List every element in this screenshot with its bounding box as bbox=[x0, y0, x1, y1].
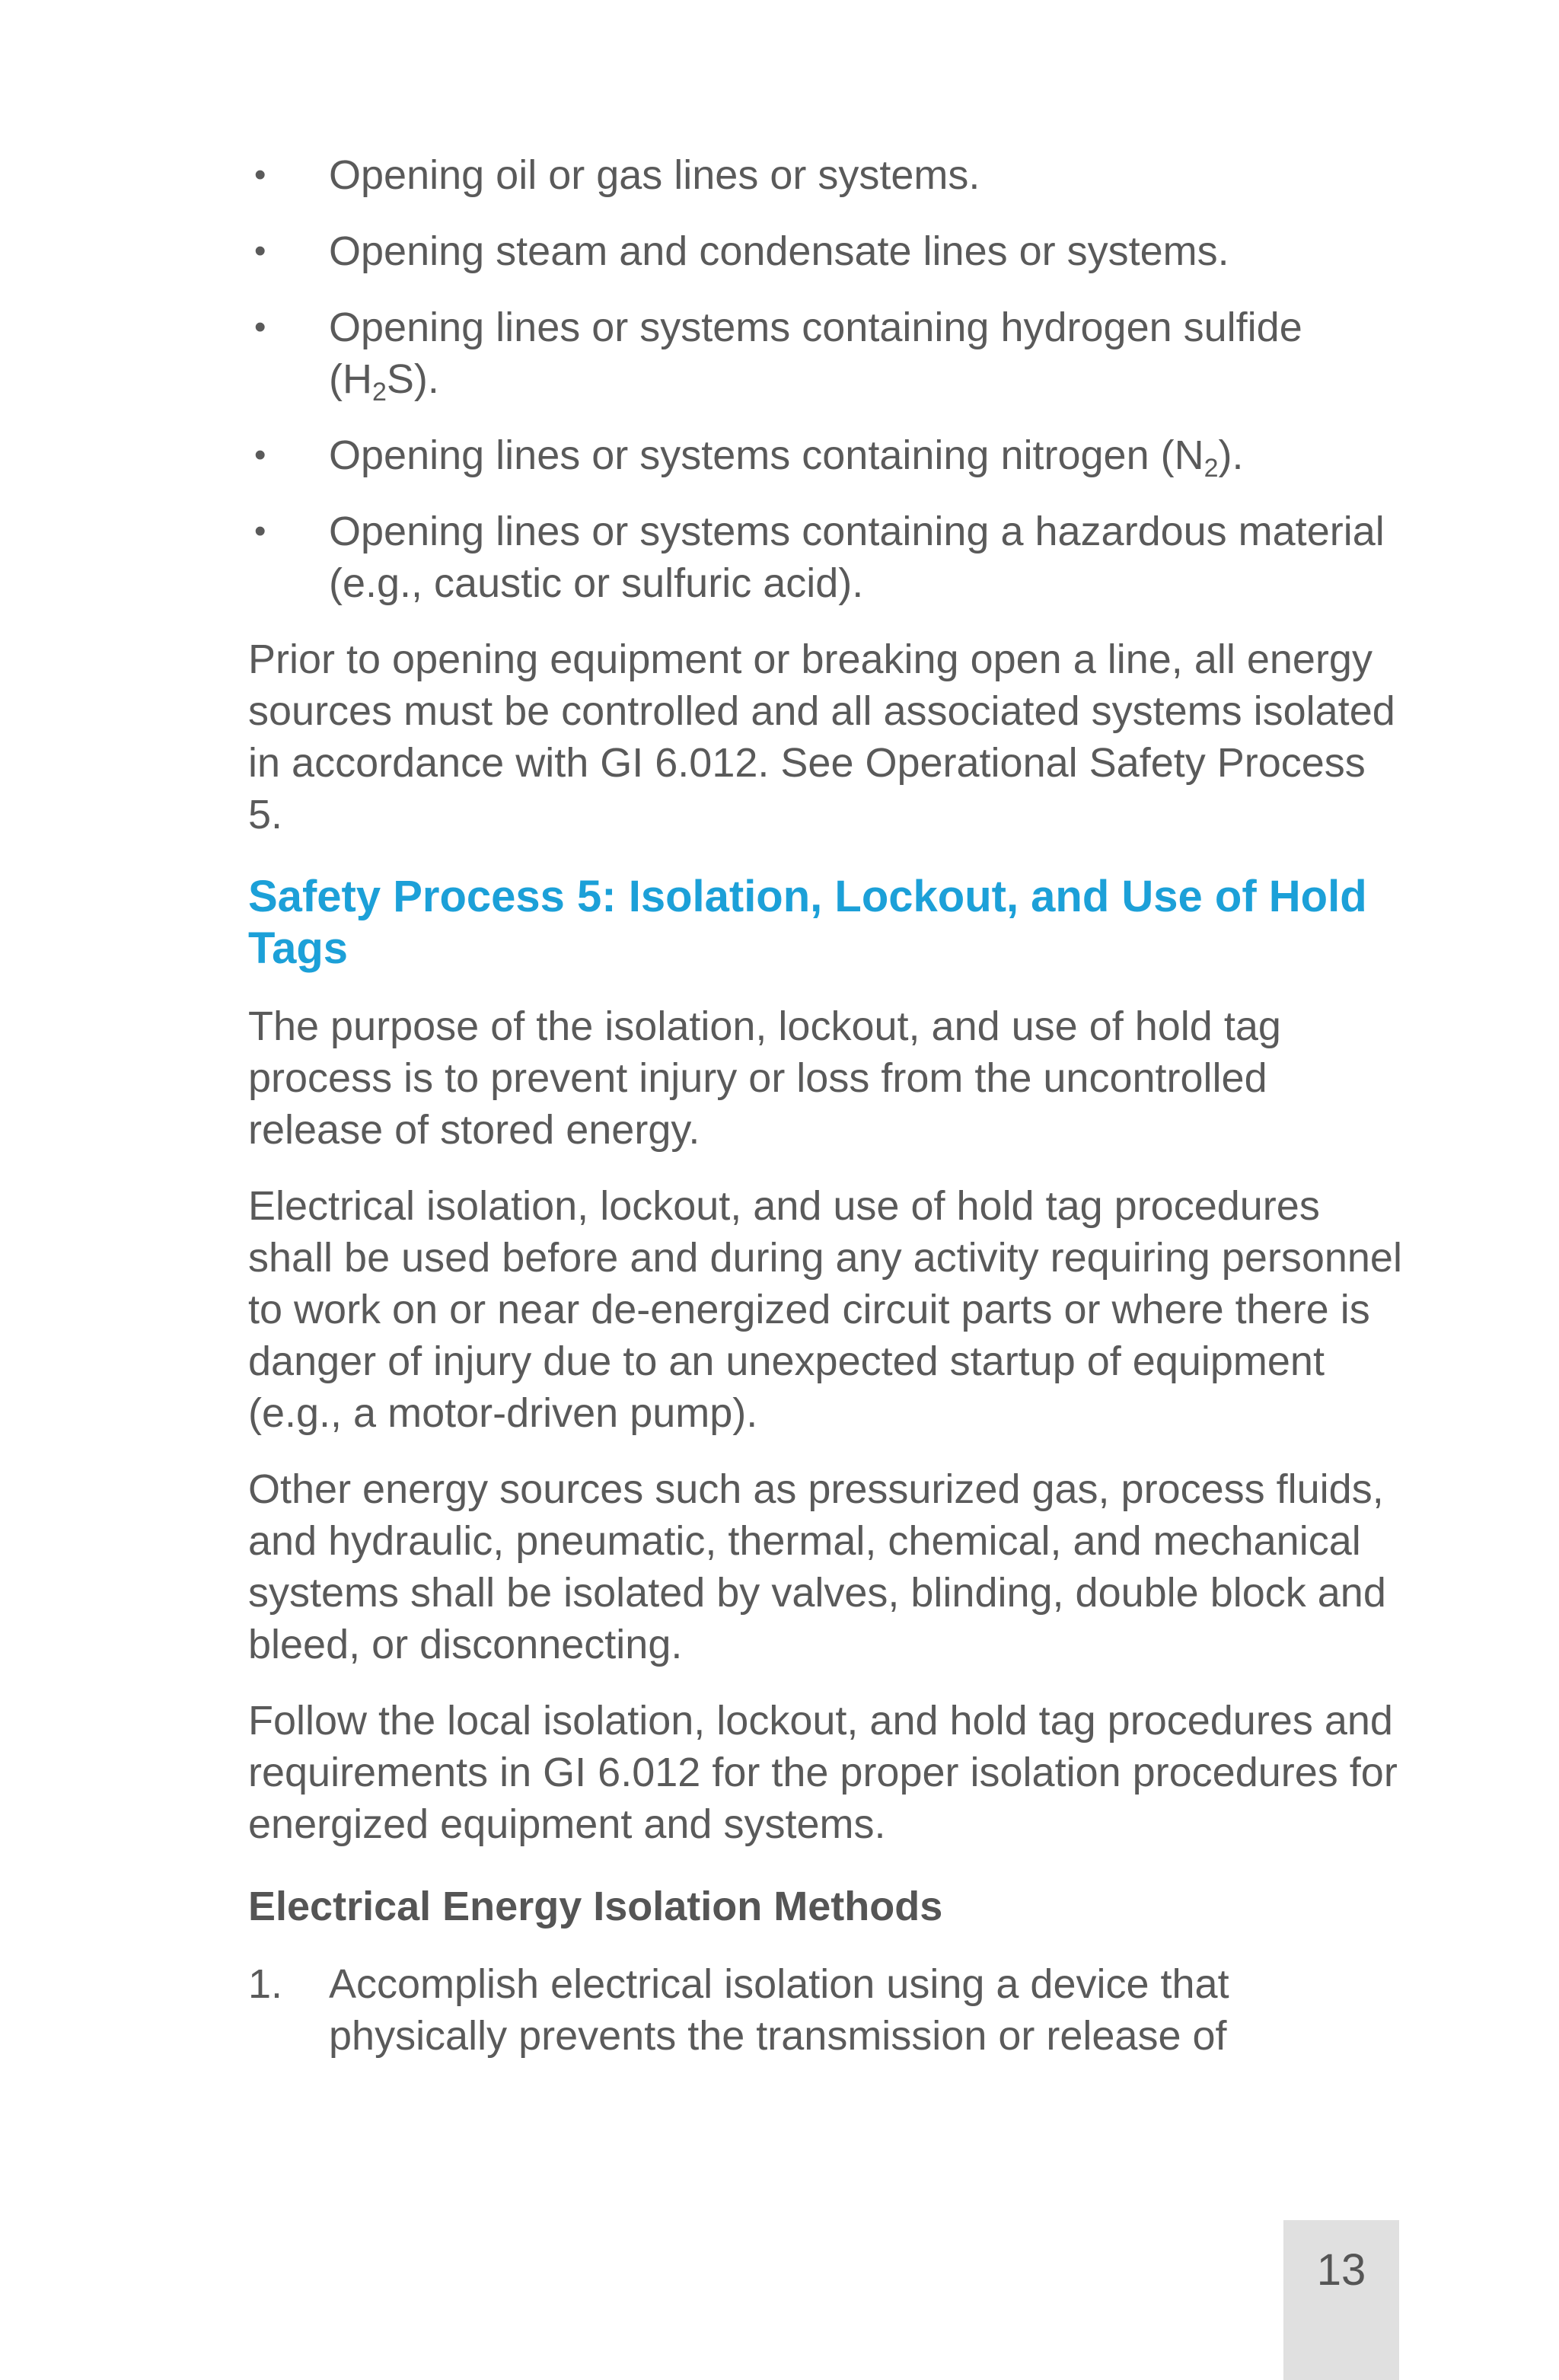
body-paragraph: Other energy sources such as pressurized gas, process fluids, and hydraulic, pneumatic, thermal, chemical, and mechanical systems shall be isolated by valves, blinding, double block and bleed, or disconnecting. bbox=[248, 1466, 1386, 1667]
page-number: 13 bbox=[1316, 2245, 1366, 2295]
section-title: Safety Process 5: Isolation, Lockout, and Use of Hold Tags bbox=[248, 872, 1367, 973]
subscript: 2 bbox=[371, 378, 387, 407]
list-item-text: Opening lines or systems containing nitrogen (N bbox=[329, 432, 1204, 478]
subheading: Electrical Energy Isolation Methods bbox=[248, 1884, 943, 1929]
item-number: 1. bbox=[248, 1961, 283, 2007]
list-item-text: Opening lines or systems containing hydrogen sulfide (H bbox=[329, 305, 1302, 402]
list-item bbox=[248, 301, 1405, 405]
bullet-icon: • bbox=[254, 156, 266, 193]
list-item-text-end: ). bbox=[1218, 432, 1244, 478]
bullet-icon: • bbox=[254, 308, 266, 346]
bullet-list bbox=[248, 149, 1405, 609]
intro-paragraph: Prior to opening equipment or breaking open a line, all energy sources must be controlled and all associated systems isolated in accordance with GI 6.012. See Operational Safety Process 5. bbox=[248, 636, 1395, 837]
numbered-item-text: Accomplish electrical isolation using a device that physically prevents the transmission or release of bbox=[329, 1961, 1229, 2059]
list-item bbox=[248, 506, 1405, 609]
numbered-item bbox=[248, 1958, 1405, 2062]
list-item bbox=[248, 149, 1405, 201]
body-paragraph: The purpose of the isolation, lockout, and use of hold tag process is to prevent injury or loss from the uncontrolled release of stored energy. bbox=[248, 1003, 1281, 1153]
list-item-text: Opening steam and condensate lines or systems. bbox=[329, 228, 1229, 274]
body-paragraph: Electrical isolation, lockout, and use of hold tag procedures shall be used before and during any activity requiring personnel to work on or near de-energized circuit parts or where there is danger of injury due to an unexpected startup of equipment (e.g., a motor-driven pump). bbox=[248, 1183, 1402, 1436]
bullet-icon: • bbox=[254, 232, 266, 270]
page-number-tab bbox=[1283, 2220, 1399, 2380]
list-item bbox=[248, 225, 1405, 277]
list-item-text-end: S). bbox=[386, 356, 439, 402]
list-item-text: Opening lines or systems containing a hazardous material (e.g., caustic or sulfuric acid). bbox=[329, 509, 1385, 606]
page-content bbox=[248, 149, 1405, 2062]
subscript: 2 bbox=[1204, 454, 1219, 483]
list-item-text: Opening oil or gas lines or systems. bbox=[329, 152, 980, 198]
list-item bbox=[248, 429, 1405, 481]
bullet-icon: • bbox=[254, 436, 266, 474]
bullet-icon: • bbox=[254, 512, 266, 550]
body-paragraph: Follow the local isolation, lockout, and hold tag procedures and requirements in GI 6.012 for the proper isolation procedures for energized equipment and systems. bbox=[248, 1698, 1398, 1847]
